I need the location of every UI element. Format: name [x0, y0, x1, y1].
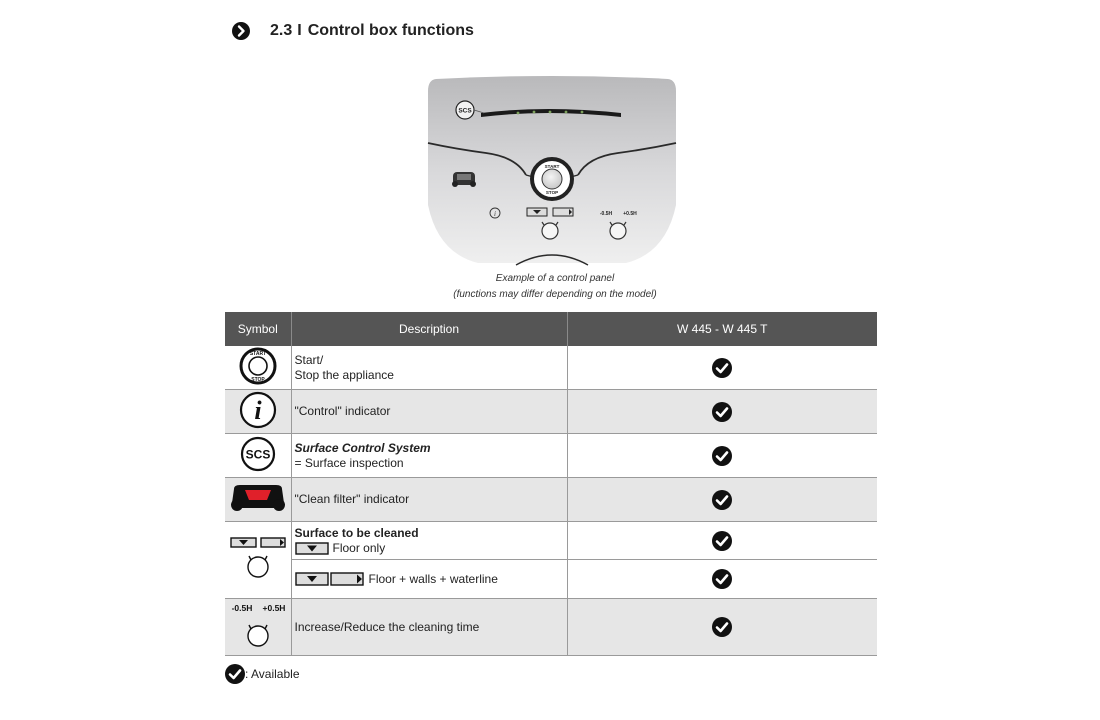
description-cell: [291, 346, 567, 390]
floor-walls-icon: [295, 572, 365, 586]
floor-walls-label: Floor + walls + waterline: [368, 571, 498, 586]
symbol-cell: [225, 478, 291, 522]
availability-cell: [567, 522, 877, 560]
description-cell: Increase/Reduce the cleaning time: [291, 599, 567, 656]
table-row: [225, 434, 877, 478]
check-circle-icon: [712, 531, 732, 551]
panel-stop-label: STOP: [545, 190, 559, 195]
floor-only-icon: [295, 542, 329, 555]
symbol-cell: [225, 522, 291, 599]
svg-text:START: START: [249, 351, 266, 357]
functions-table: [225, 312, 877, 656]
legend: [225, 664, 300, 684]
panel-start-label: START: [544, 164, 560, 169]
symbol-cell: [225, 390, 291, 434]
svg-text:i: i: [254, 396, 262, 425]
symbol-cell: [225, 434, 291, 478]
surface-title: Surface to be cleaned: [294, 525, 419, 540]
table-row: [225, 560, 877, 599]
info-icon: [238, 390, 278, 430]
panel-scs-label: SCS: [458, 107, 472, 115]
check-circle-icon: [712, 446, 732, 466]
description-cell: [291, 560, 567, 599]
scs-title: Surface Control System: [294, 440, 431, 455]
scs-line2: = Surface inspection: [294, 455, 404, 470]
check-circle-icon: [225, 664, 245, 684]
table-row: [225, 390, 877, 434]
header-model: W 445 - W 445 T: [567, 312, 877, 346]
check-circle-icon: [712, 490, 732, 510]
availability-cell: [567, 478, 877, 522]
table-row: [225, 599, 877, 656]
panel-minus-label: -0.5H: [599, 211, 613, 217]
availability-cell: [567, 434, 877, 478]
header-symbol: Symbol: [225, 312, 291, 346]
surface-select-icon: [229, 534, 287, 584]
start-stop-line1: Start/: [294, 352, 324, 367]
section-heading: [232, 22, 474, 40]
table-row: [225, 346, 877, 390]
table-row: [225, 522, 877, 560]
check-circle-icon: [712, 358, 732, 378]
time-minus-label: -0.5H: [231, 602, 253, 613]
floor-only-label: Floor only: [332, 540, 386, 555]
time-plus-label: +0.5H: [262, 602, 286, 613]
symbol-cell: [225, 599, 291, 656]
description-cell: [291, 522, 567, 560]
availability-cell: [567, 346, 877, 390]
description-cell: "Clean filter" indicator: [291, 478, 567, 522]
scs-icon: [238, 434, 278, 474]
svg-text:STOP: STOP: [250, 377, 265, 383]
description-cell: "Control" indicator: [291, 390, 567, 434]
legend-label: : Available: [245, 667, 300, 681]
check-circle-icon: [712, 402, 732, 422]
symbol-cell: [225, 346, 291, 390]
availability-cell: [567, 599, 877, 656]
figure-caption-line1: Example of a control panel: [495, 273, 615, 284]
clean-filter-icon: [230, 483, 286, 513]
availability-cell: [567, 390, 877, 434]
table-row: [225, 478, 877, 522]
figure-caption-line2: (functions may differ depending on the model): [453, 289, 657, 300]
header-description: Description: [291, 312, 567, 346]
availability-cell: [567, 560, 877, 599]
circle-chevron-right-icon: [232, 22, 250, 40]
check-circle-icon: [712, 617, 732, 637]
table-header-row: [225, 312, 877, 346]
description-cell: [291, 434, 567, 478]
start-stop-line2: Stop the appliance: [294, 367, 394, 382]
section-number: 2.3: [270, 22, 293, 39]
section-title: Control box functions: [307, 22, 474, 39]
section-separator: I: [297, 22, 302, 39]
start-stop-icon: [238, 346, 278, 386]
cleaning-time-icon: [226, 600, 290, 652]
svg-text:i: i: [494, 210, 496, 218]
scs-icon-label: SCS: [245, 447, 271, 462]
check-circle-icon: [712, 569, 732, 589]
panel-plus-label: +0.5H: [623, 211, 637, 217]
control-panel-illustration: [426, 75, 678, 267]
